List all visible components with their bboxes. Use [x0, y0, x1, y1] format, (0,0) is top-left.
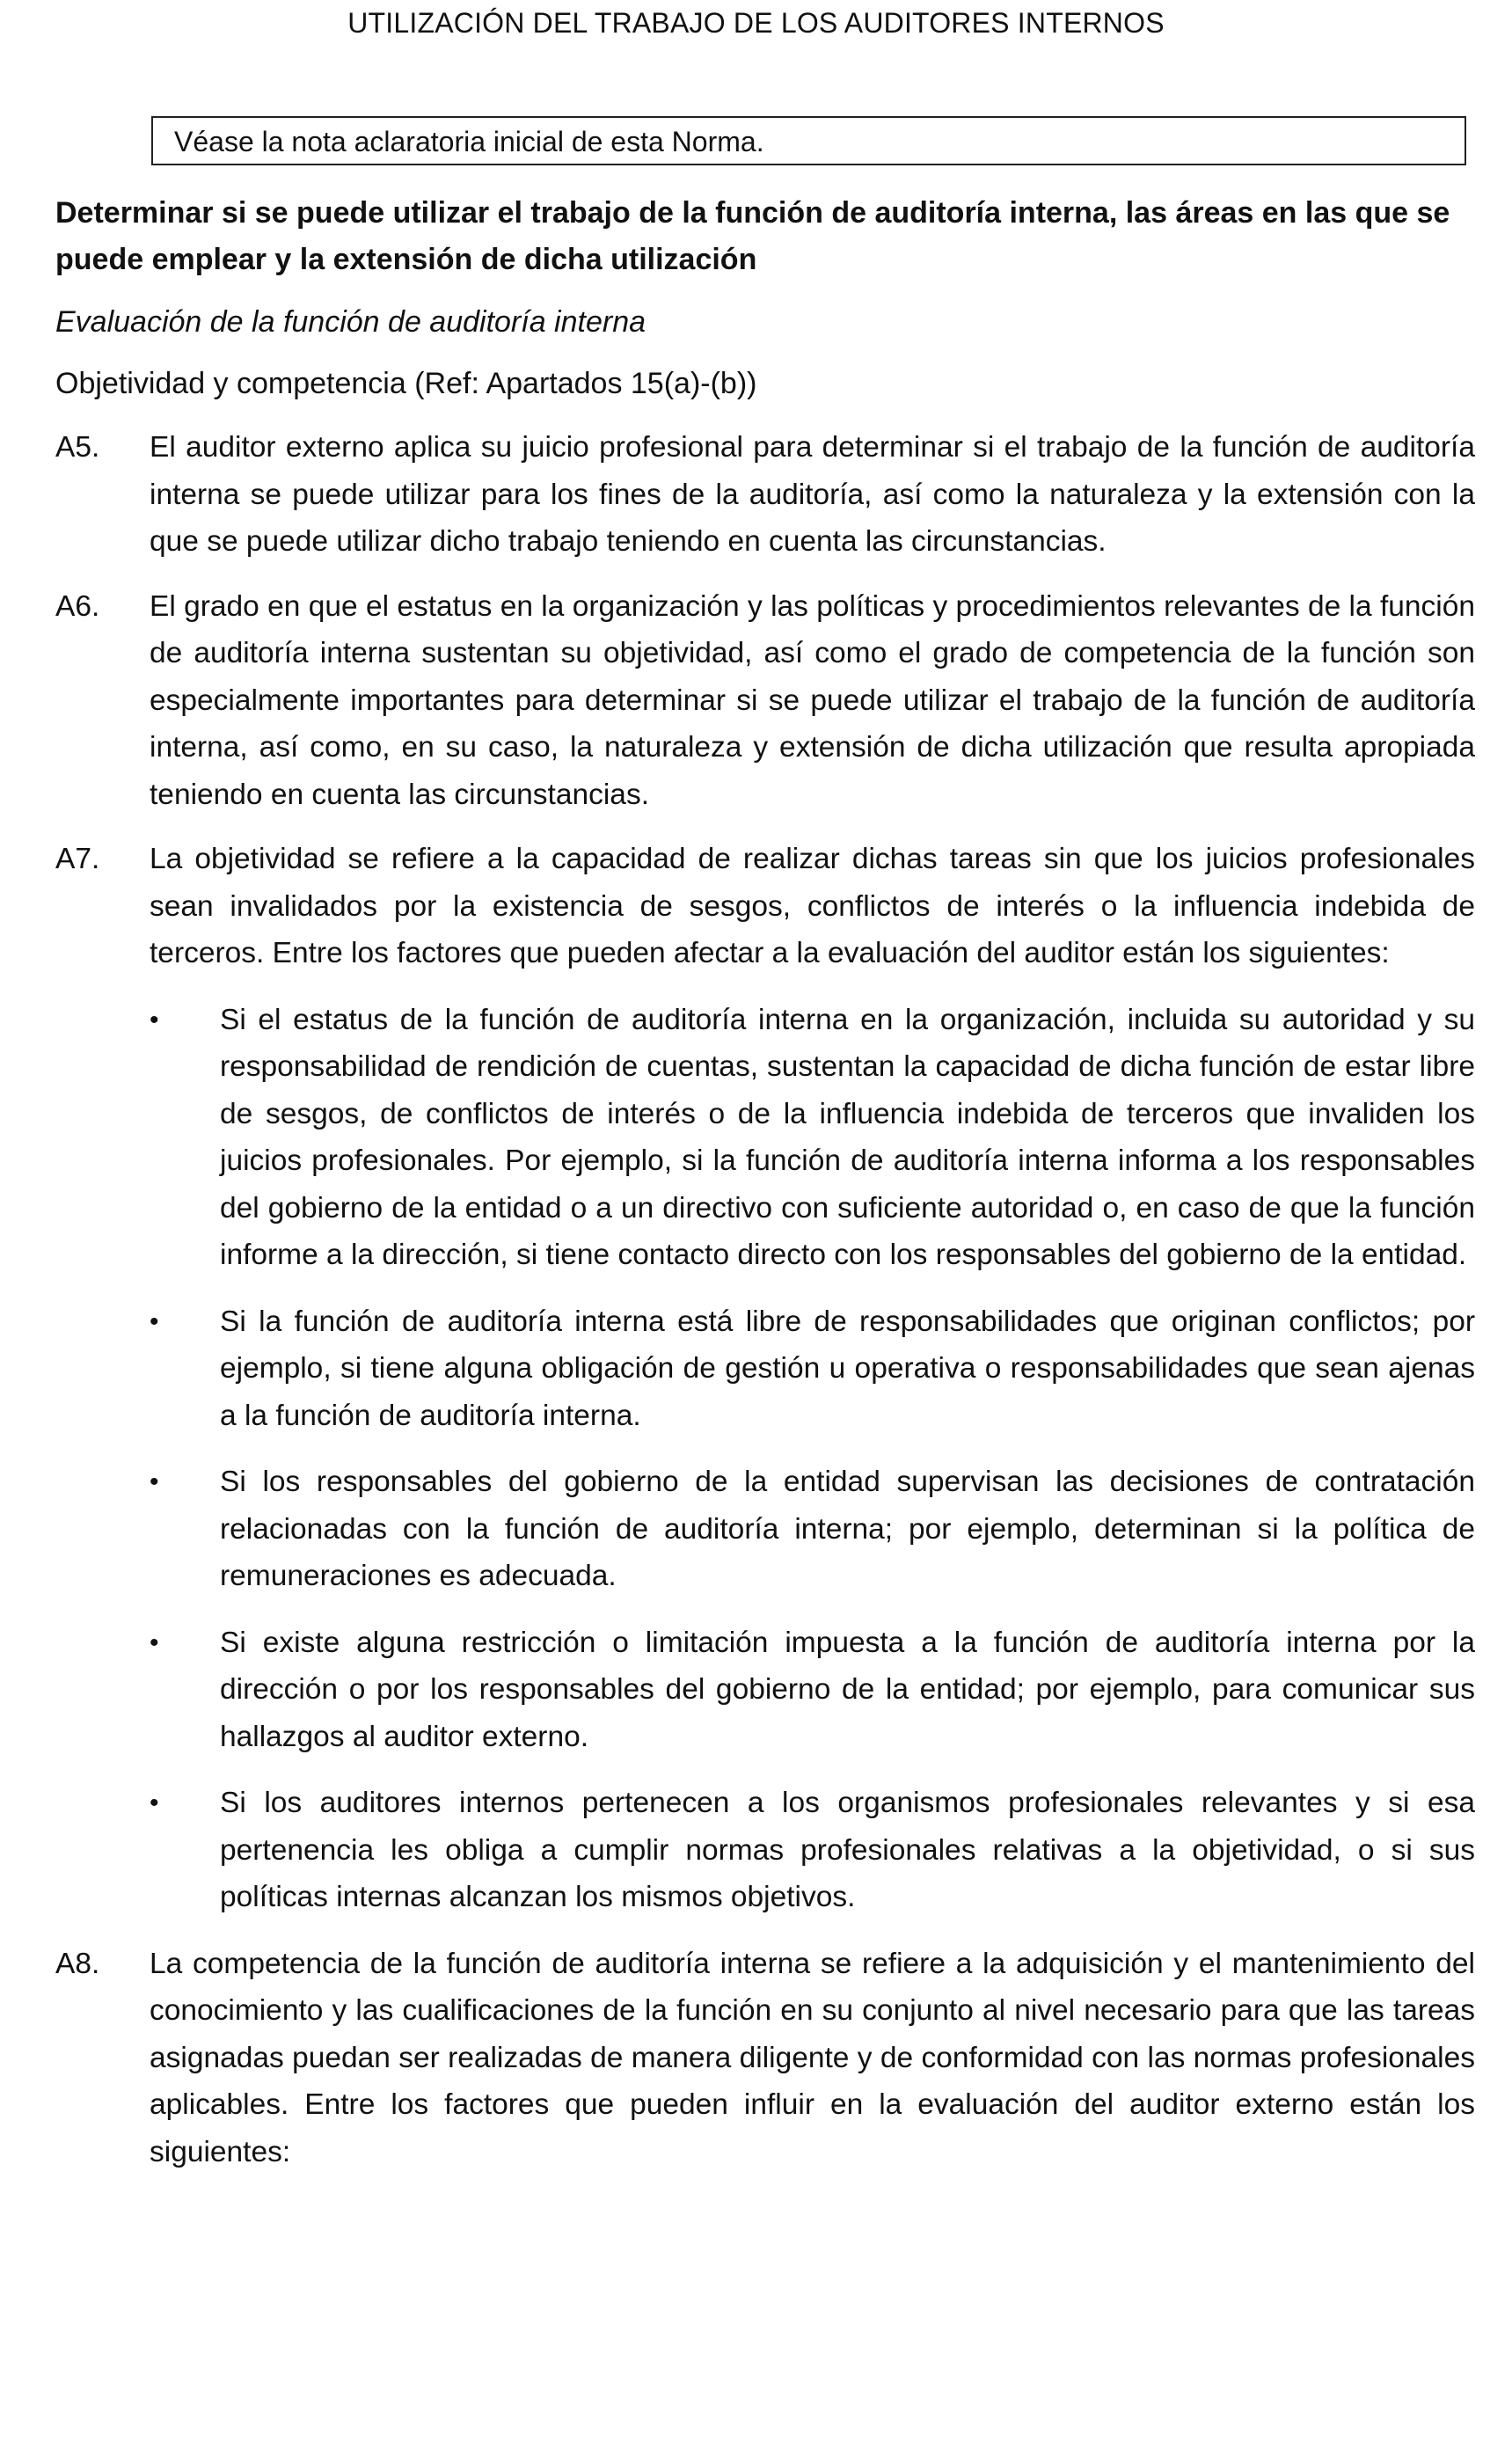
bullet-icon: • [150, 1627, 159, 1657]
paragraph-number: A5. [55, 431, 100, 464]
list-item-text: Si los responsables del gobierno de la entidad supervisan las decisiones de contratación relacionadas con la función de auditoría interna; por ejemplo, determinan si la política de remuneraciones es adecuada. [220, 1466, 1475, 1592]
paragraph-text: El grado en que el estatus en la organización y las políticas y procedimientos relevantes de la función de auditoría interna sustentan su objetividad, así como el grado de competencia de la función son especialmente importantes para determinar si se puede utilizar el trabajo de la función de auditoría interna, así como, en su caso, la naturaleza y extensión de dicha utilización que resulta apropiada teniendo en cuenta las circunstancias. [150, 589, 1475, 811]
list-item [55, 1619, 1475, 1761]
paragraph-a6 [55, 583, 1475, 819]
bullet-icon: • [150, 1788, 159, 1817]
list-item [55, 997, 1475, 1279]
subheading-objectivity: Objetividad y competencia (Ref: Apartados 15(a)-(b)) [55, 367, 757, 400]
list-item [55, 1780, 1475, 1921]
section-title: Determinar si se puede utilizar el trabajo de la función de auditoría interna, las áreas en las que se puede emplear y la extensión de dicha utilización [55, 196, 1450, 276]
paragraph-a8 [55, 1941, 1475, 2176]
bullet-icon: • [150, 1005, 159, 1035]
bullet-icon: • [150, 1467, 159, 1496]
list-item-text: Si la función de auditoría interna está libre de responsabilidades que originan conflictos; por ejemplo, si tiene alguna obligación de gestión u operativa o responsabilidades que sean ajenas a la función de auditoría interna. [220, 1305, 1475, 1432]
list-item-text: Si los auditores internos pertenecen a los organismos profesionales relevantes y si esa pertenencia les obliga a cumplir normas profesionales relativas a la objetividad, o si sus políticas internas alcanzan los mismos objetivos. [220, 1787, 1475, 1913]
paragraph-a5 [55, 424, 1475, 566]
explanatory-note-box: Véase la nota aclaratoria inicial de esta Norma. [151, 116, 1466, 165]
list-item [55, 1459, 1475, 1600]
paragraph-text: El auditor externo aplica su juicio profesional para determinar si el trabajo de la función de auditoría interna se puede utilizar para los fines de la auditoría, así como la naturaleza y la extensión con la que se puede utilizar dicho trabajo teniendo en cuenta las circunstancias. [150, 431, 1475, 558]
running-header: UTILIZACIÓN DEL TRABAJO DE LOS AUDITORES INTERNOS [347, 7, 1165, 39]
paragraph-a7 [55, 836, 1475, 977]
document-body [55, 116, 1475, 2175]
paragraph-text: La objetividad se refiere a la capacidad de realizar dichas tareas sin que los juicios profesionales sean invalidados por la existencia de sesgos, conflictos de interés o la influencia indebida de terceros. Entre los factores que pueden afectar a la evaluación del auditor están los siguientes: [150, 843, 1475, 969]
paragraph-text: La competencia de la función de auditoría interna se refiere a la adquisición y el mantenimiento del conocimiento y las cualificaciones de la función en su conjunto al nivel necesario para que las tareas asignadas puedan ser realizadas de manera diligente y de conformidad con las normas profesionales aplicables. Entre los factores que pueden influir en la evaluación del auditor externo están los siguientes: [150, 1947, 1475, 2168]
bullet-icon: • [150, 1306, 159, 1336]
subheading-evaluation: Evaluación de la función de auditoría interna [55, 305, 646, 339]
objectivity-factors-list [55, 997, 1475, 1921]
paragraph-number: A7. [55, 843, 100, 875]
paragraph-number: A6. [55, 589, 100, 623]
list-item-text: Si el estatus de la función de auditoría interna en la organización, incluida su autoridad y su responsabilidad de rendición de cuentas, sustentan la capacidad de dicha función de estar libre de sesgos, de conflictos de interés o de la influencia indebida de terceros que invaliden los juicios profesionales. Por ejemplo, si la función de auditoría interna informa a los responsables del gobierno de la entidad o a un directivo con suficiente autoridad o, en caso de que la función informe a la dirección, si tiene contacto directo con los responsables del gobierno de la entidad. [220, 1003, 1475, 1271]
paragraph-number: A8. [55, 1947, 100, 1980]
list-item [55, 1298, 1475, 1440]
list-item-text: Si existe alguna restricción o limitación impuesta a la función de auditoría interna por la dirección o por los responsables del gobierno de la entidad; por ejemplo, para comunicar sus hallazgos al auditor externo. [220, 1626, 1475, 1753]
